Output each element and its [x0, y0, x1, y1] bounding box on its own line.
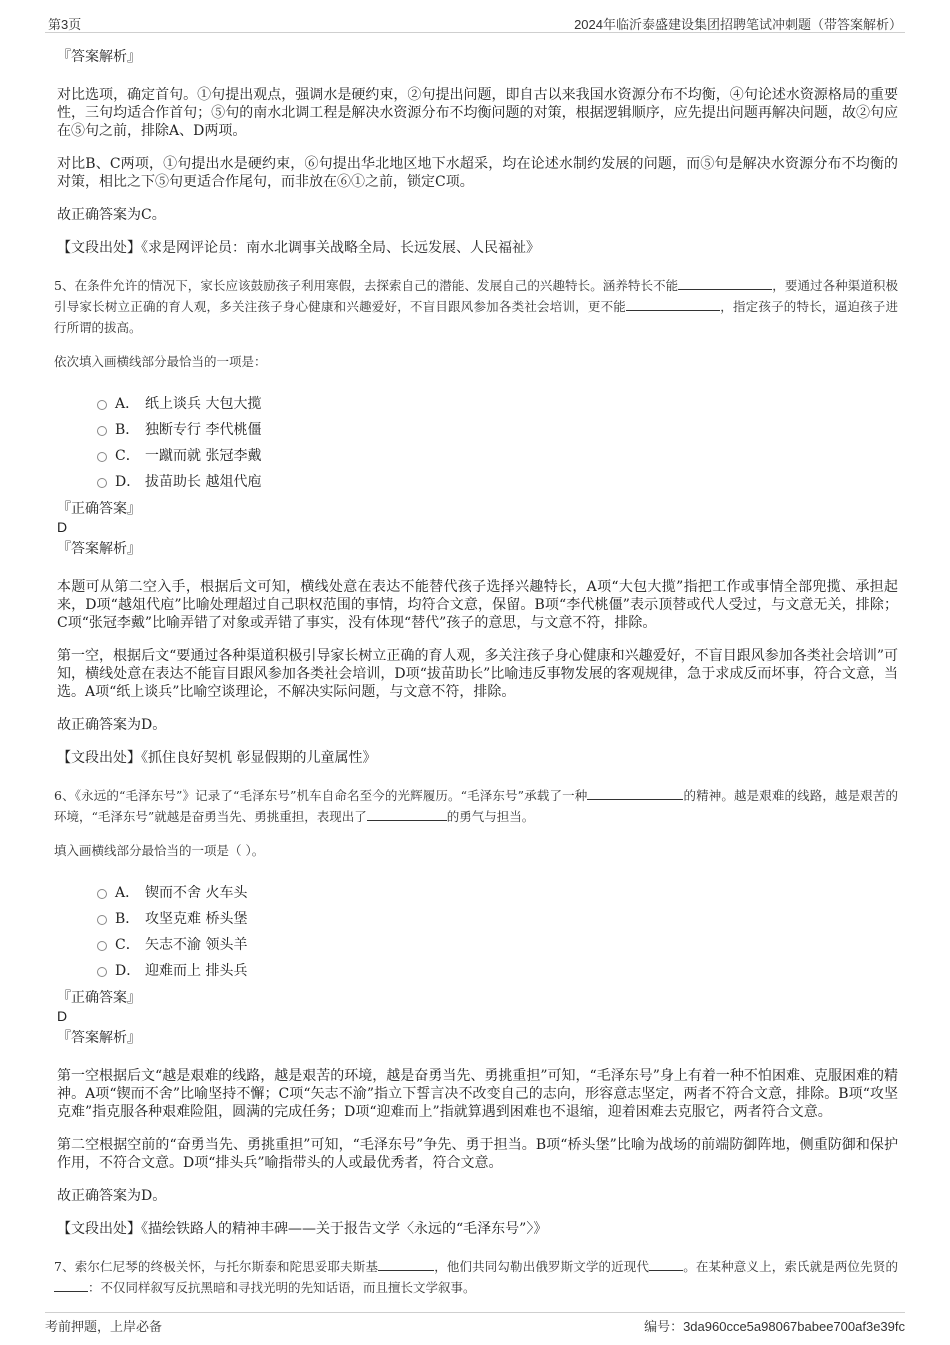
analysis-paragraph: 对比选项，确定首句。①句提出观点，强调水是硬约束，②句提出问题，即自古以来我国水资源分布不均衡，④句论述水资源格局的重要性，三句均适合作首句；⑤句的南水北调工程是解决水资源分布不均衡问题的对策，根据逻辑顺序，应先提出问题再解决问题，故②句应在⑤句之前，排除A、D两项。: [57, 87, 898, 139]
page-number: 第3页: [48, 17, 82, 32]
radio-icon[interactable]: [97, 400, 107, 410]
fill-blank: [587, 785, 683, 800]
option-a[interactable]: A． 锲而不舍 火车头: [97, 879, 898, 905]
option-c[interactable]: C． 一蹴而就 张冠李戴: [97, 442, 898, 468]
correct-answer-label: 『正确答案』: [57, 501, 141, 517]
analysis-label: 『答案解析』: [57, 541, 141, 557]
option-a[interactable]: A． 纸上谈兵 大包大揽: [97, 390, 898, 416]
page-content: [54, 44, 898, 1312]
fill-blank: [626, 296, 720, 311]
fill-blank: [54, 1277, 88, 1292]
conclusion: 故正确答案为D。: [57, 1188, 167, 1204]
fill-blank: [378, 1256, 434, 1271]
analysis-paragraph: 第一空根据后文“越是艰难的线路，越是艰苦的环境，越是奋勇当先、勇挑重担”可知，“毛泽东号”身上有着一种不怕困难、克服困难的精神。A项“锲而不舍”比喻坚持不懈；C项“矢志不渝”指立下誓言决不改变自己的志向，形容意志坚定，两者不符合文意，排除。B项“攻坚克难”指克服各种艰难险阻，圆满的完成任务；D项“迎难而上”指就算遇到困难也不退缩，迎着困难去克服它，两者符合文意。: [57, 1068, 898, 1120]
option-c[interactable]: C． 矢志不渝 领头羊: [97, 931, 898, 957]
analysis-paragraph: 对比B、C两项，①句提出水是硬约束，⑥句提出华北地区地下水超采，均在论述水制约发展的问题，而⑤句是解决水资源分布不均衡的对策，相比之下⑤句更适合作尾句，而非放在⑥①之前，锁定C项。: [57, 156, 898, 190]
correct-answer-label: 『正确答案』: [57, 990, 141, 1006]
radio-icon[interactable]: [97, 941, 107, 951]
question-6-options: [97, 879, 898, 983]
analysis-paragraph: 第一空，根据后文“要通过各种渠道积极引导家长树立正确的育人观，多关注孩子身心健康和兴趣爱好，不盲目跟风参加各类社会培训”可知，横线处意在表达不能盲目跟风参加各类社会培训，D项“拔苗助长”比喻违反事物发展的客观规律，急于求成反而坏事，符合文意，当选。A项“纸上谈兵”比喻空谈理论，不解决实际问题，与文意不符，排除。: [57, 648, 898, 700]
document-id: 编号：3da960cce5a98067babee700af3e39fc: [644, 1319, 905, 1334]
option-d[interactable]: D． 拔苗助长 越俎代庖: [97, 468, 898, 494]
question-5-stem: 5、在条件允许的情况下，家长应该鼓励孩子利用寒假，去探索自己的潜能、发展自己的兴趣特长。涵养特长不能 ，要通过各种渠道积极引导家长树立正确的育人观，多关注孩子身心健康和兴趣爱好，不盲目跟风参加各类社会培训，更不能 ，指定孩子的特长，逼迫孩子进行所谓的拔高。: [54, 275, 898, 338]
analysis-label: 『答案解析』: [57, 1030, 141, 1046]
footer-slogan: 考前押题，上岸必备: [45, 1319, 163, 1334]
question-5-options: [97, 390, 898, 494]
page-header: [45, 12, 905, 33]
conclusion: 故正确答案为C。: [57, 207, 166, 223]
correct-answer: D: [57, 1008, 68, 1024]
radio-icon[interactable]: [97, 452, 107, 462]
question-instruction: 填入画横线部分最恰当的一项是（ ）。: [54, 843, 265, 858]
option-d[interactable]: D． 迎难而上 排头兵: [97, 957, 898, 983]
analysis-paragraph: 第二空根据空前的“奋勇当先、勇挑重担”可知，“毛泽东号”争先、勇于担当。B项“桥头堡”比喻为战场的前端防御阵地，侧重防御和保护作用，不符合文意。D项“排头兵”喻指带头的人或最优秀者，符合文意。: [57, 1137, 898, 1171]
analysis-label: 『答案解析』: [57, 49, 141, 65]
radio-icon[interactable]: [97, 426, 107, 436]
fill-blank: [678, 275, 772, 290]
radio-icon[interactable]: [97, 967, 107, 977]
radio-icon[interactable]: [97, 478, 107, 488]
radio-icon[interactable]: [97, 889, 107, 899]
document-title: 2024年临沂泰盛建设集团招聘笔试冲刺题（带答案解析）: [574, 17, 902, 32]
option-b[interactable]: B． 攻坚克难 桥头堡: [97, 905, 898, 931]
conclusion: 故正确答案为D。: [57, 717, 167, 733]
question-7-stem: 7、索尔仁尼琴的终极关怀，与托尔斯泰和陀思妥耶夫斯基 ，他们共同勾勒出俄罗斯文学的近现代 。在某种意义上，索氏就是两位先贤的：不仅同样叙写反抗黑暗和寻找光明的先知话语，而且擅长文学叙事。: [54, 1256, 898, 1298]
question-6-stem: 6、《永远的“毛泽东号”》记录了“毛泽东号”机车自命名至今的光辉履历。“毛泽东号”承载了一种 的精神。越是艰难的线路，越是艰苦的环境，“毛泽东号”就越是奋勇当先、勇挑重担，表现出了 的勇气与担当。: [54, 785, 898, 827]
question-instruction: 依次填入画横线部分最恰当的一项是：: [54, 354, 267, 369]
analysis-paragraph: 本题可从第二空入手，根据后文可知，横线处意在表达不能替代孩子选择兴趣特长，A项“大包大揽”指把工作或事情全部兜揽、承担起来，D项“越俎代庖”比喻处理超过自己职权范围的事情，均符合文意，保留。B项“李代桃僵”表示顶替或代人受过，与文意无关，排除；C项“张冠李戴”比喻弄错了对象或弄错了事实，没有体现“替代”孩子的意思，与文意不符，排除。: [57, 579, 898, 631]
source-citation: 【文段出处】《描绘铁路人的精神丰碑——关于报告文学〈永远的“毛泽东号”〉》: [57, 1221, 548, 1237]
fill-blank: [649, 1256, 683, 1271]
option-b[interactable]: B． 独断专行 李代桃僵: [97, 416, 898, 442]
radio-icon[interactable]: [97, 915, 107, 925]
correct-answer: D: [57, 519, 68, 535]
fill-blank: [367, 806, 447, 821]
page-footer: [45, 1312, 905, 1333]
source-citation: 【文段出处】《抓住良好契机 彰显假期的儿童属性》: [57, 750, 377, 766]
source-citation: 【文段出处】《求是网评论员：南水北调事关战略全局、长远发展、人民福祉》: [57, 240, 540, 256]
